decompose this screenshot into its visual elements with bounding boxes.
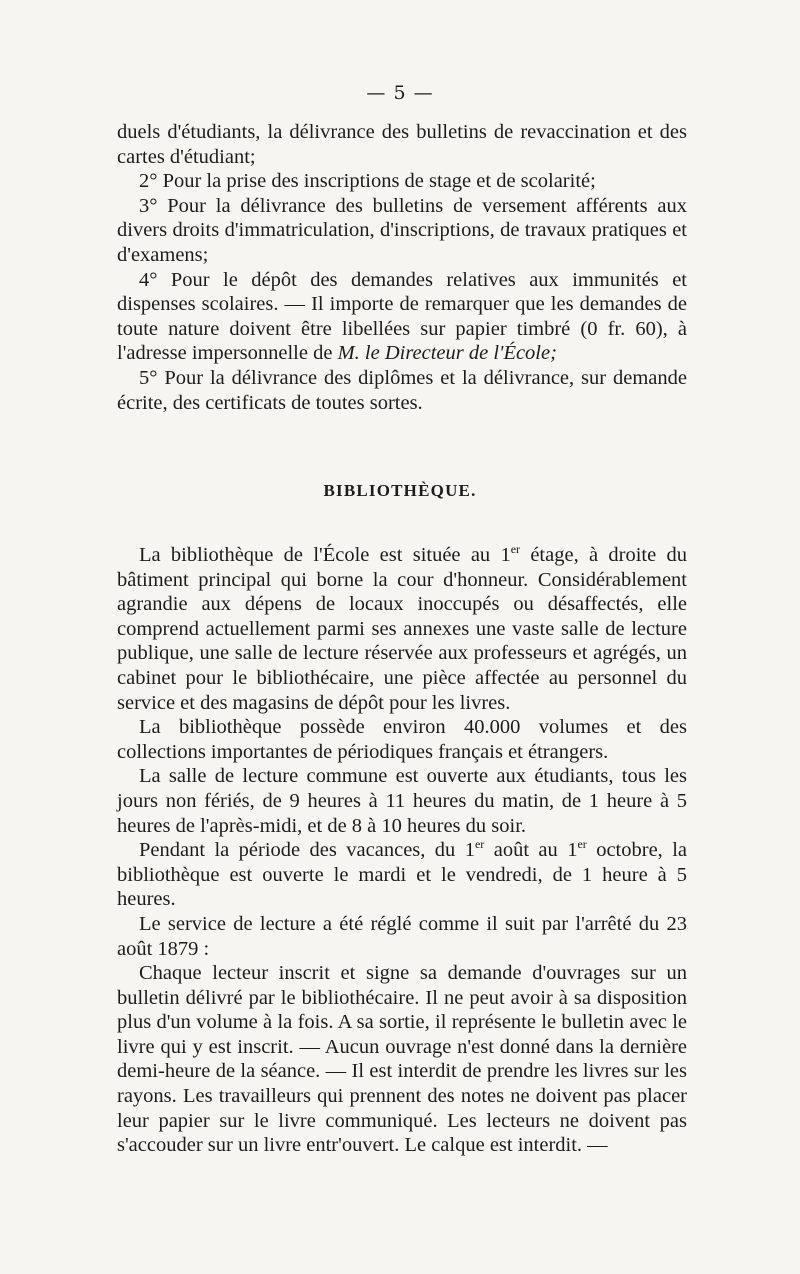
library-hours-paragraph: La salle de lecture commune est ouverte aux étudiants, tous les jours non fériés, de 9 heures à 11 heures du matin, de 1 heure à 5 heures de l'après-midi, et de 8 à 10 heures du soir.	[117, 765, 687, 837]
section-title: BIBLIOTHÈQUE.	[323, 481, 477, 500]
library-text-block	[117, 543, 687, 1158]
paragraph-item-3: 3° Pour la délivrance des bulletins de versement afférents aux divers droits d'immatriculation, d'inscriptions, de travaux pratiques et d'examens;	[117, 194, 687, 266]
library-rules-intro-paragraph: Le service de lecture a été réglé comme il suit par l'arrêté du 23 août 1879 :	[117, 912, 687, 960]
paragraph-item-4-text: 4° Pour le dépôt des demandes relatives aux immunités et dispenses scolaires. — Il importe de remarquer que les demandes de toute nature doivent être libellées sur papier timbré (0 fr. 60), à l'adresse impersonnelle de	[117, 268, 687, 365]
director-address: M. le Directeur de l'École;	[337, 342, 557, 365]
paragraph-item-2: 2° Pour la prise des inscriptions de stage et de scolarité;	[139, 170, 596, 193]
library-vacation-paragraph: Pendant la période des vacances, du 1er août au 1er octobre, la bibliothèque est ouverte le mardi et le vendredi, de 1 heure à 5 heures.	[117, 837, 688, 911]
page-number: — 5 —	[366, 82, 434, 104]
ordinal-superscript: er	[577, 837, 587, 852]
paragraph-item-5: 5° Pour la délivrance des diplômes et la délivrance, sur demande écrite, des certificats de toutes sortes.	[117, 366, 687, 414]
paragraph-item-4	[117, 268, 687, 366]
paragraph-continuation: duels d'étudiants, la délivrance des bulletins de revaccination et des cartes d'étudiant;	[117, 121, 687, 168]
ordinal-superscript: er	[474, 837, 485, 852]
library-rules-paragraph: Chaque lecteur inscrit et signe sa demande d'ouvrages sur un bulletin délivré par le bibliothécaire. Il ne peut avoir à sa disposition plus d'un volume à la fois. A sa sortie, il représente le bulletin avec le livre qui y est inscrit. — Aucun ouvrage n'est donné dans la dernière demi-heure de la séance. — Il est interdit de prendre les livres sur les rayons. Les travailleurs qui prennent des notes ne doivent pas placer leur papier sur le livre communiqué. Les lecteurs ne doivent pas s'accouder sur un livre entr'ouvert. Le calque est interdit. —	[117, 962, 687, 1157]
library-location-paragraph: La bibliothèque de l'École est située au 1er étage, à droite du bâtiment principal qui borne la cour d'honneur. Considérablement agrandie aux dépens de locaux inoccupés ou désaffectés, elle comprend actuellement parmi ses annexes une vaste salle de lecture publique, une salle de lecture réservée aux professeurs et agrégés, un cabinet pour le bibliothécaire, une pièce affectée au personnel du service et des magasins de dépôt pour les livres.	[117, 542, 687, 714]
top-text-block	[117, 120, 687, 415]
ordinal-superscript: er	[510, 542, 521, 557]
library-collections-paragraph: La bibliothèque possède environ 40.000 volumes et des collections importantes de périodiques français et étrangers.	[117, 716, 687, 763]
